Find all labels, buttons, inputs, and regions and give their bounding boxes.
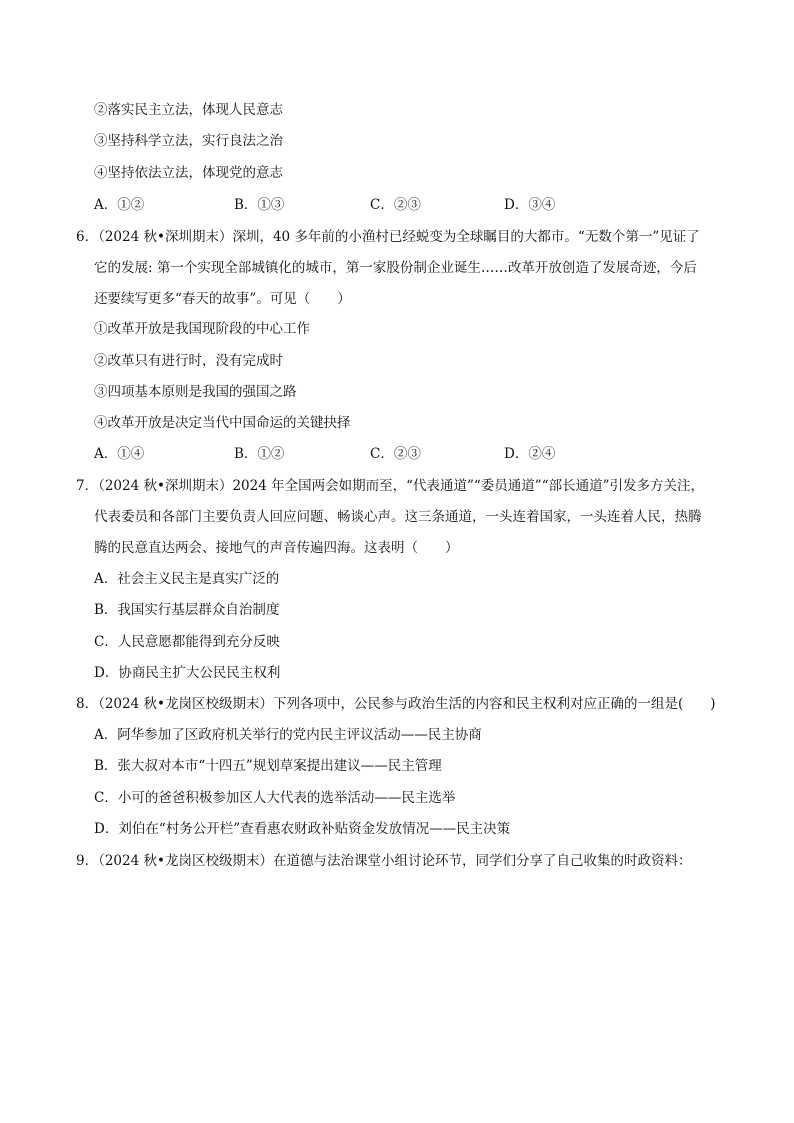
q8-option-c[interactable]: C．小可的爸爸积极参加区人大代表的选举活动——民主选举 (94, 790, 456, 806)
q6-item-2: ②改革只有进行时，没有完成时 (94, 353, 283, 369)
q7-option-a[interactable]: A．社会主义民主是真实广泛的 (94, 571, 280, 587)
q7-option-c[interactable]: C．人民意愿都能得到充分反映 (94, 634, 280, 650)
q5-option-c[interactable]: C．②③ (370, 197, 421, 213)
q7-stem-line-2: 代表委员和各部门主要负责人回应问题、畅谈心声。这三条通道，一头连着国家，一头连着人民，热腾 (94, 509, 702, 525)
q8-option-b[interactable]: B．张大叔对本市“十四五”规划草案提出建议——民主管理 (94, 758, 442, 774)
q8-option-a[interactable]: A．阿华参加了区政府机关举行的党内民主评议活动——民主协商 (94, 727, 482, 743)
q7-option-b[interactable]: B．我国实行基层群众自治制度 (94, 602, 280, 618)
q6-stem-line-1: 6．（2024 秋•深圳期末）深圳，40 多年前的小渔村已经蜕变为全球瞩目的大都市。“无数个第一”见证了 (76, 229, 700, 245)
q6-option-c[interactable]: C．②③ (370, 446, 421, 462)
q5-option-b[interactable]: B．①③ (234, 197, 285, 213)
q5-options (94, 196, 694, 214)
q6-option-b[interactable]: B．①② (234, 446, 285, 462)
q6-item-1: ①改革开放是我国现阶段的中心工作 (94, 321, 310, 337)
q6-option-a[interactable]: A．①④ (94, 446, 145, 462)
q5-item-2: ②落实民主立法，体现人民意志 (94, 102, 283, 118)
q6-stem-line-2: 它的发展: 第一个实现全部城镇化的城市，第一家股份制企业诞生……改革开放创造了发展奇迹，今后 (94, 260, 697, 276)
q5-option-d[interactable]: D．③④ (504, 197, 556, 213)
q5-item-3: ③坚持科学立法，实行良法之治 (94, 133, 283, 149)
q9-stem-line-1: 9．（2024 秋•龙岗区校级期末）在道德与法治课堂小组讨论环节，同学们分享了自己收集的时政资料： (76, 853, 692, 869)
q7-stem-line-3: 腾的民意直达两会、接地气的声音传遍四海。这表明（ ） (94, 540, 459, 556)
q7-stem-line-1: 7．（2024 秋•深圳期末）2024 年全国两会如期而至，“代表通道”“委员通道”“部长通道”引发多方关注， (76, 478, 705, 494)
q6-item-3: ③四项基本原则是我国的强国之路 (94, 384, 297, 400)
q8-stem-line-1: 8．（2024 秋•龙岗区校级期末）下列各项中，公民参与政治生活的内容和民主权利对应正确的一组是( ) (76, 696, 716, 712)
q7-option-d[interactable]: D．协商民主扩大公民民主权利 (94, 665, 281, 681)
q5-item-4: ④坚持依法立法，体现党的意志 (94, 165, 283, 181)
q6-option-d[interactable]: D．②④ (504, 446, 556, 462)
q5-option-a[interactable]: A．①② (94, 197, 145, 213)
q6-stem-line-3: 还要续写更多“春天的故事”。可见（ ） (94, 291, 351, 307)
q6-options (94, 445, 694, 463)
q8-option-d[interactable]: D．刘伯在“村务公开栏”查看惠农财政补贴资金发放情况——民主决策 (94, 821, 511, 837)
q6-item-4: ④改革开放是决定当代中国命运的关键抉择 (94, 415, 351, 431)
